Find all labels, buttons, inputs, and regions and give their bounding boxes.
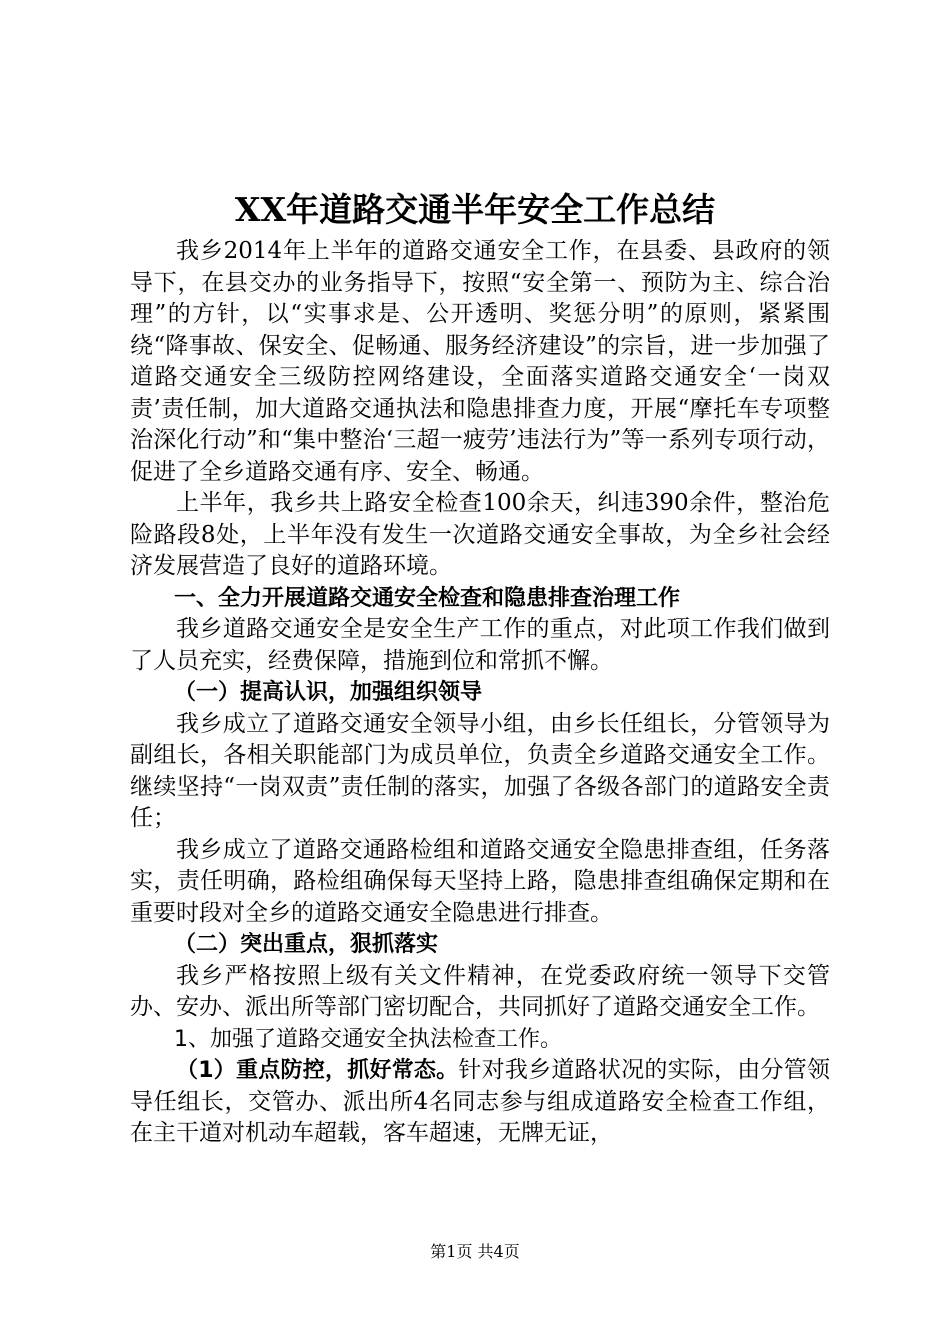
- summary-paragraph: 上半年，我乡共上路安全检查100余天，纠违390余件，整治危险路段8处，上半年没有发生一次道路交通安全事故，为全乡社会经济发展营造了良好的道路环境。: [130, 490, 830, 579]
- item-lead: （1）重点防控，抓好常态。: [176, 1058, 459, 1083]
- document-body: [130, 236, 830, 1150]
- item-heading: 1、加强了道路交通安全执法检查工作。: [174, 1026, 562, 1052]
- subsection-paragraph: 我乡严格按照上级有关文件精神，在党委政府统一领导下交管办、安办、派出所等部门密切配合，共同抓好了道路交通安全工作。: [130, 962, 830, 1020]
- intro-paragraph: 我乡2014年上半年的道路交通安全工作，在县委、县政府的领导下，在县交办的业务指导下，按照“安全第一、预防为主、综合治理”的方针，以“实事求是、公开透明、奖惩分明”的原则，紧紧围绕“降事故、保安全、促畅通、服务经济建设”的宗旨，进一步加强了道路交通安全三级防控网络建设，全面落实道路交通安全‘一岗双责’责任制，加大道路交通执法和隐患排查力度，开展“摩托车专项整治深化行动”和“集中整治‘三超一疲劳’违法行为”等一系列专项行动，促进了全乡道路交通有序、安全、畅通。: [130, 238, 830, 485]
- subsection-heading: （一）提高认识，加强组织领导: [174, 680, 483, 705]
- subsection-heading: （二）突出重点，狠抓落实: [174, 932, 439, 957]
- section-paragraph: 我乡道路交通安全是安全生产工作的重点，对此项工作我们做到了人员充实，经费保障，措施到位和常抓不懈。: [130, 616, 830, 674]
- document-title: XX年道路交通半年安全工作总结: [234, 190, 716, 229]
- item-text: 针对我乡道路状况的实际，由分管领导任组长，交管办、派出所4名同志参与组成道路安全检查工作组，在主干道对机动车超载，客车超速，无牌无证，: [130, 1057, 831, 1146]
- subsection-paragraph: 我乡成立了道路交通安全领导小组，由乡长任组长，分管领导为副组长，各相关职能部门为成员单位，负责全乡道路交通安全工作。继续坚持“一岗双责”责任制的落实，加强了各级各部门的道路安全责任；: [130, 710, 830, 831]
- section-heading: 一、全力开展道路交通安全检查和隐患排查治理工作: [174, 585, 681, 611]
- item-paragraph: [130, 1055, 830, 1150]
- page-footer: 第1页 共4页: [430, 1242, 520, 1261]
- subsection-paragraph: 我乡成立了道路交通路检组和道路交通安全隐患排查组，任务落实，责任明确，路检组确保每天坚持上路，隐患排查组确保定期和在重要时段对全乡的道路交通安全隐患进行排查。: [130, 836, 830, 926]
